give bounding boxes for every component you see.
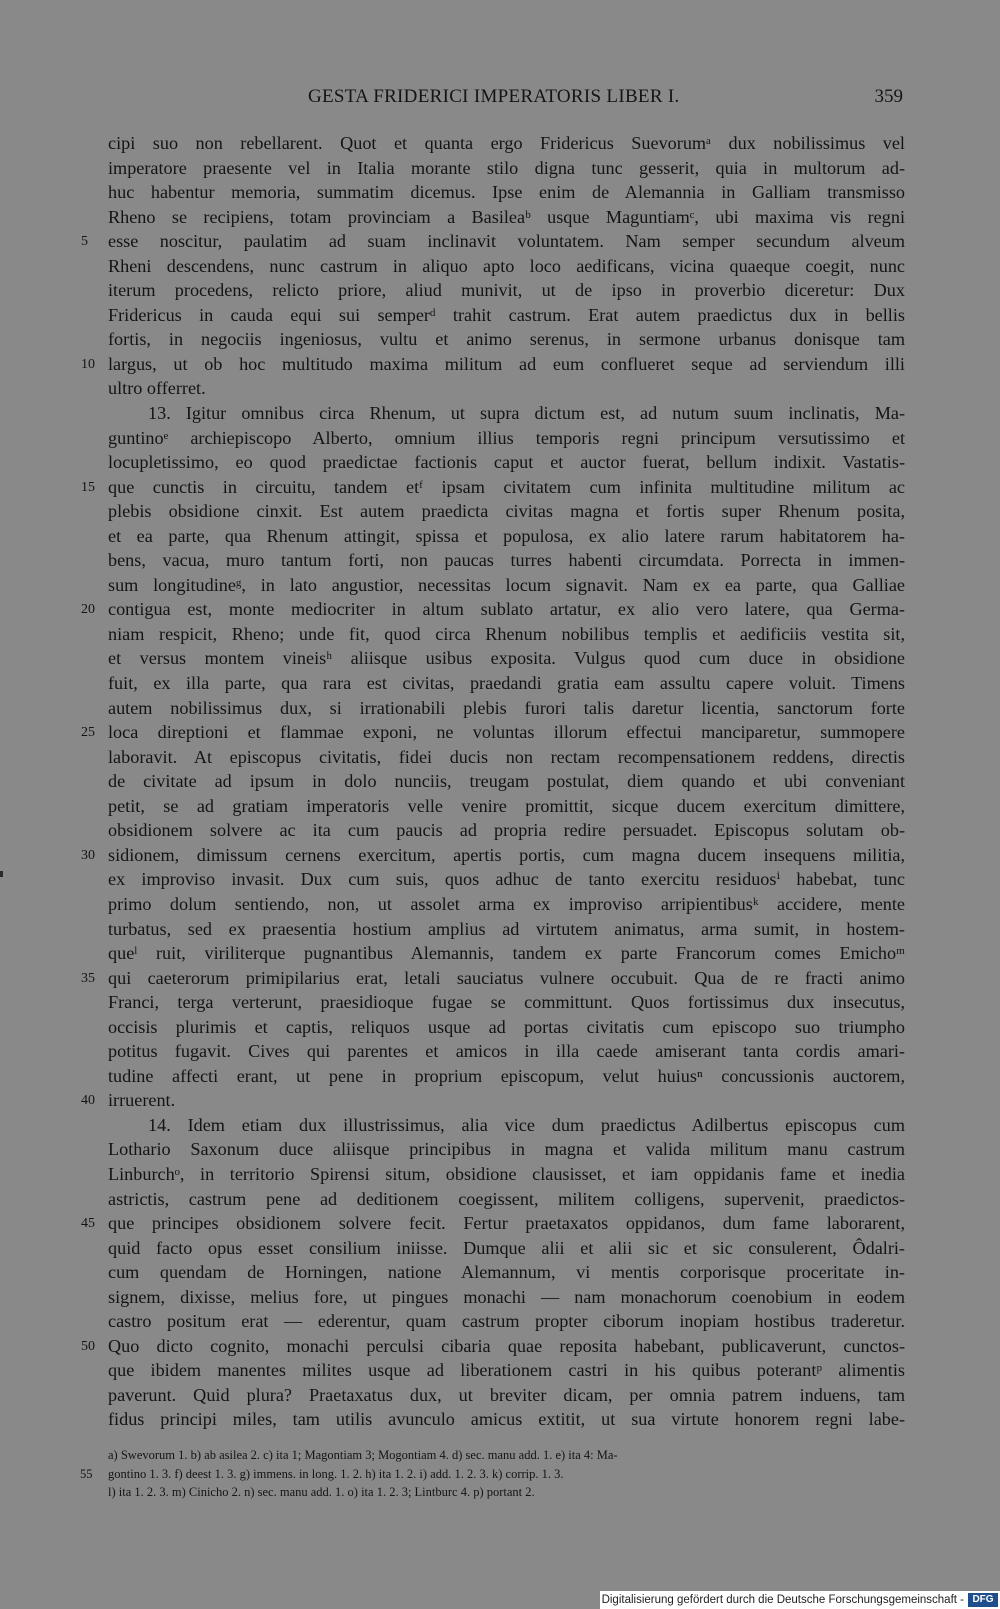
line-text: fortis, in negociis ingeniosus, vultu et animo serenus, in sermone urbanus donisque tam bbox=[108, 329, 905, 350]
line-text: a) Swevorum 1. b) ab asilea 2. c) ita 1; Magontiam 3; Mogontiam 4. d) sec. manu add. 1. e) ita 4: Ma- bbox=[108, 1448, 618, 1462]
line-text: qui caeterorum primipilarius erat, letali sauciatus vulnere occubuit. Qua de re fracti animo bbox=[108, 967, 905, 988]
text-line bbox=[108, 990, 905, 1015]
text-line bbox=[81, 597, 905, 622]
text-line bbox=[81, 475, 905, 500]
line-text: paverunt. Quid plura? Praetaxatus dux, ut breviter dicam, per omnia patrem induens, tam bbox=[108, 1384, 905, 1405]
line-text: que cunctis in circuitu, tandem etᶠ ipsam civitatem cum infinita multitudine militum ac bbox=[108, 476, 905, 497]
line-text: Linburchᵒ, in territorio Spirensi situm, obsidione clausisset, et iam oppidanis fame et inedia bbox=[108, 1163, 905, 1184]
line-text: iterum procedens, relicto priore, aliud munivit, ut de ipso in proverbio diceretur: Dux bbox=[108, 280, 905, 301]
text-line bbox=[108, 524, 905, 549]
line-number: 20 bbox=[81, 602, 95, 618]
line-text: bens, vacua, muro tantum forti, non paucas turres habenti circumdata. Porrecta in immen- bbox=[108, 550, 905, 571]
page-number: 359 bbox=[874, 86, 903, 107]
line-text: Franci, terga verterunt, praesidioque fugae se committunt. Quos fortissimus dux insecutus, bbox=[108, 992, 905, 1013]
text-line bbox=[108, 1113, 905, 1138]
line-text: imperatore praesente vel in Italia morante stilo digna tunc gesserit, quia in multorum ad- bbox=[108, 157, 905, 178]
footnotes bbox=[80, 1446, 905, 1502]
line-number: 10 bbox=[81, 356, 95, 372]
credit-text: Digitalisierung gefördert durch die Deutsche Forschungsgemeinschaft - bbox=[601, 1594, 964, 1606]
text-line bbox=[108, 401, 905, 426]
text-line bbox=[108, 303, 905, 328]
line-text: locupletissimo, eo quod praedictae factionis caput et auctor fuerat, bellum indixit. Vastatis- bbox=[108, 452, 905, 473]
text-line bbox=[108, 867, 905, 892]
line-text: et ea parte, qua Rhenum attingit, spissa et populosa, ex alio latere rarum habitatorem ha- bbox=[108, 525, 905, 546]
text-line bbox=[108, 1039, 905, 1064]
line-number: 5 bbox=[81, 234, 88, 250]
line-number: 25 bbox=[81, 725, 95, 741]
line-text: cum quendam de Horningen, natione Alemannum, vi mentis corporisque proceritate in- bbox=[108, 1262, 905, 1283]
text-line bbox=[108, 818, 905, 843]
text-line bbox=[108, 622, 905, 647]
line-text: obsidionem solvere ac ita cum paucis ad propria redire persuadet. Episcopus solutam ob- bbox=[108, 820, 905, 841]
line-text: ultro offerret. bbox=[108, 378, 206, 399]
line-text: de civitate ad ipsum in dolo nunciis, treugam postulat, diem quando et ubi conveniant bbox=[108, 771, 905, 792]
margin-mark bbox=[0, 871, 3, 877]
text-line bbox=[108, 1358, 905, 1383]
text-line bbox=[108, 156, 905, 181]
text-line bbox=[108, 1187, 905, 1212]
text-line bbox=[108, 1407, 905, 1432]
text-line bbox=[81, 1211, 905, 1236]
text-line bbox=[108, 426, 905, 451]
line-text: signem, dixisse, melius fore, ut pingues monachi — nam monachorum coenobium in eodem bbox=[108, 1286, 905, 1307]
text-line bbox=[108, 745, 905, 770]
text-line bbox=[108, 794, 905, 819]
line-text: cipi suo non rebellarent. Quot et quanta ergo Fridericus Suevorumᵃ dux nobilissimus vel bbox=[108, 133, 905, 153]
line-text: Fridericus in cauda equi sui semperᵈ trahit castrum. Erat autem praedictus dux in bellis bbox=[108, 304, 905, 325]
text-line bbox=[108, 892, 905, 917]
line-text: plebis obsidione cinxit. Est autem praedicta civitas magna et fortis super Rhenum posita, bbox=[108, 501, 905, 522]
line-text: l) ita 1. 2. 3. m) Cinicho 2. n) sec. manu add. 1. o) ita 1. 2. 3; Lintburc 4. p) portant 2. bbox=[108, 1485, 535, 1499]
line-text: turbatus, sed ex praesentia hostium amplius ad virtutem animatus, arma sumit, in hostem- bbox=[108, 918, 905, 939]
line-text: guntinoᵉ archiepiscopo Alberto, omnium illius temporis regni principum versutissimo et bbox=[108, 427, 905, 448]
main-text bbox=[81, 131, 905, 1432]
text-line bbox=[108, 1015, 905, 1040]
line-text: gontino 1. 3. f) deest 1. 3. g) immens. in long. 1. 2. h) ita 1. 2. i) add. 1. 2. 3. k) corrip. 1. 3. bbox=[108, 1466, 564, 1481]
line-text: contigua est, monte mediocriter in altum sublato artatur, ex alio vero latere, qua Germa- bbox=[108, 599, 905, 620]
text-line bbox=[108, 696, 905, 721]
line-number: 30 bbox=[81, 847, 95, 863]
footnote-line bbox=[108, 1483, 905, 1502]
line-text: tudine affecti erant, ut pene in proprium episcopum, velut huiusⁿ concussionis auctorem, bbox=[108, 1065, 905, 1086]
text-line bbox=[108, 205, 905, 230]
line-text: ex improviso invasit. Dux cum suis, quos adhuc de tanto exercitu residuosⁱ habebat, tunc bbox=[108, 869, 905, 890]
line-text: huc habentur memoria, summatim dicemus. Ipse enim de Alemannia in Galliam transmisso bbox=[108, 182, 905, 203]
text-line bbox=[108, 180, 905, 205]
line-text: largus, ut ob hoc multitudo maxima militum ad eum conflueret seque ad serviendum illi bbox=[108, 353, 905, 374]
line-text: sum longitudineᵍ, in lato angustior, necessitas locum signavit. Nam ex ea parte, qua Galliae bbox=[108, 574, 905, 595]
text-line bbox=[108, 327, 905, 352]
text-line bbox=[108, 1137, 905, 1162]
line-text: Quo dicto cognito, monachi perculsi cibaria quae reposita habebant, publicaverunt, cunctos- bbox=[108, 1335, 905, 1356]
running-title: GESTA FRIDERICI IMPERATORIS LIBER I. bbox=[308, 86, 680, 107]
line-text: loca direptioni et flammae exponi, ne voluntas illorum effectui manciparetur, summopere bbox=[108, 722, 905, 743]
footnote-line bbox=[80, 1465, 905, 1484]
text-line bbox=[81, 843, 905, 868]
line-text: castro positum erat — ederentur, quam castrum propter ciborum inopiam hostibus traderetur. bbox=[108, 1311, 905, 1332]
text-line bbox=[108, 1309, 905, 1334]
line-text: laboravit. At episcopus civitatis, fidei ducis non rectam recompensationem reddens, directis bbox=[108, 746, 905, 767]
text-line bbox=[108, 1162, 905, 1187]
line-number: 15 bbox=[81, 479, 95, 495]
text-line bbox=[108, 278, 905, 303]
line-text: queˡ ruit, viriliterque pugnantibus Alemannis, tandem ex parte Francorum comes Emichoᵐ bbox=[108, 943, 905, 964]
text-line bbox=[108, 646, 905, 671]
line-text: 14. Idem etiam dux illustrissimus, alia vice dum praedictus Adilbertus episcopus cum bbox=[148, 1114, 905, 1135]
text-line bbox=[81, 1334, 905, 1359]
text-line bbox=[108, 917, 905, 942]
line-text: Rheni descendens, nunc castrum in aliquo apto loco aedificans, vicina quaeque coegit, nunc bbox=[108, 255, 905, 276]
text-line bbox=[81, 1088, 905, 1113]
line-text: irruerent. bbox=[108, 1090, 176, 1111]
text-line bbox=[108, 499, 905, 524]
text-line bbox=[108, 450, 905, 475]
text-line bbox=[108, 1285, 905, 1310]
text-line bbox=[108, 1064, 905, 1089]
line-text: que principes obsidionem solvere fecit. Fertur praetaxatos oppidanos, dum fame laborarent, bbox=[108, 1213, 905, 1234]
line-text: et versus montem vineisʰ aliisque usibus exposita. Vulgus quod cum duce in obsidione bbox=[108, 648, 905, 669]
text-line bbox=[108, 1236, 905, 1261]
line-text: fidus principi miles, tam utilis avunculo amicus extitit, ut sua virtute honorem regni labe- bbox=[108, 1409, 905, 1430]
line-number: 45 bbox=[81, 1216, 95, 1232]
line-text: Rheno se recipiens, totam provinciam a Basileaᵇ usque Maguntiamᶜ, ubi maxima vis regni bbox=[108, 206, 905, 227]
text-line bbox=[81, 720, 905, 745]
text-line bbox=[108, 548, 905, 573]
line-text: 13. Igitur omnibus circa Rhenum, ut supra dictum est, ad nutum suum inclinatis, Ma- bbox=[148, 403, 905, 424]
line-text: quid facto opus esset consilium iniisse. Dumque alii et alii sic et sic consulerent, Ôdalri- bbox=[108, 1237, 905, 1258]
line-text: que ibidem manentes milites usque ad liberationem castri in his quibus poterantᵖ alimentis bbox=[108, 1360, 905, 1381]
text-line bbox=[108, 254, 905, 279]
text-line bbox=[81, 229, 905, 254]
text-line bbox=[108, 671, 905, 696]
line-text: petit, se ad gratiam imperatoris velle venire promittit, sicque ducem exercitum dimittere, bbox=[108, 795, 905, 816]
line-text: Lothario Saxonum duce aliisque principibus in magna et valida militum manu castrum bbox=[108, 1139, 905, 1160]
line-text: astrictis, castrum pene ad deditionem coegissent, militem colligens, supervenit, praedictos- bbox=[108, 1188, 905, 1209]
line-text: fuit, ex illa parte, qua rara est civitas, praedandi gratia eam assultu capere voluit. Timens bbox=[108, 673, 905, 694]
line-text: primo dolum sentiendo, non, ut assolet arma ex improviso arripientibusᵏ accidere, mente bbox=[108, 893, 905, 914]
text-line bbox=[108, 941, 905, 966]
line-number: 50 bbox=[81, 1338, 95, 1354]
line-text: esse noscitur, paulatim ad suam inclinavit voluntatem. Nam semper secundum alveum bbox=[108, 231, 905, 252]
line-text: autem nobilissimus dux, si irrationabili plebis furori talis daretur licentia, sanctorum forte bbox=[108, 697, 905, 718]
dfg-logo-icon[interactable]: DFG bbox=[968, 1593, 998, 1607]
text-line bbox=[108, 376, 905, 401]
line-number: 40 bbox=[81, 1093, 95, 1109]
line-text: potitus fugavit. Cives qui parentes et amicos in illa caede amiserant tanta cordis amari- bbox=[108, 1041, 905, 1062]
line-text: occisis plurimis et captis, reliquos usque ad portas civitatis cum episcopo suo triumpho bbox=[108, 1016, 905, 1037]
text-line bbox=[108, 769, 905, 794]
page-header bbox=[108, 86, 903, 116]
text-line bbox=[108, 131, 905, 156]
text-line bbox=[108, 573, 905, 598]
line-text: sidionem, dimissum cernens exercitum, apertis portis, cum magna ducem insequens militia, bbox=[108, 844, 905, 865]
text-line bbox=[108, 1383, 905, 1408]
text-line bbox=[81, 966, 905, 991]
line-number: 35 bbox=[81, 970, 95, 986]
text-line bbox=[81, 352, 905, 377]
line-number: 55 bbox=[80, 1466, 93, 1481]
line-text: niam respicit, Rheno; unde fit, quod circa Rhenum nobilibus templis et aedificiis vestita sit, bbox=[108, 623, 905, 644]
digitization-credit[interactable] bbox=[600, 1591, 1000, 1609]
footnote-line bbox=[108, 1446, 905, 1465]
text-line bbox=[108, 1260, 905, 1285]
